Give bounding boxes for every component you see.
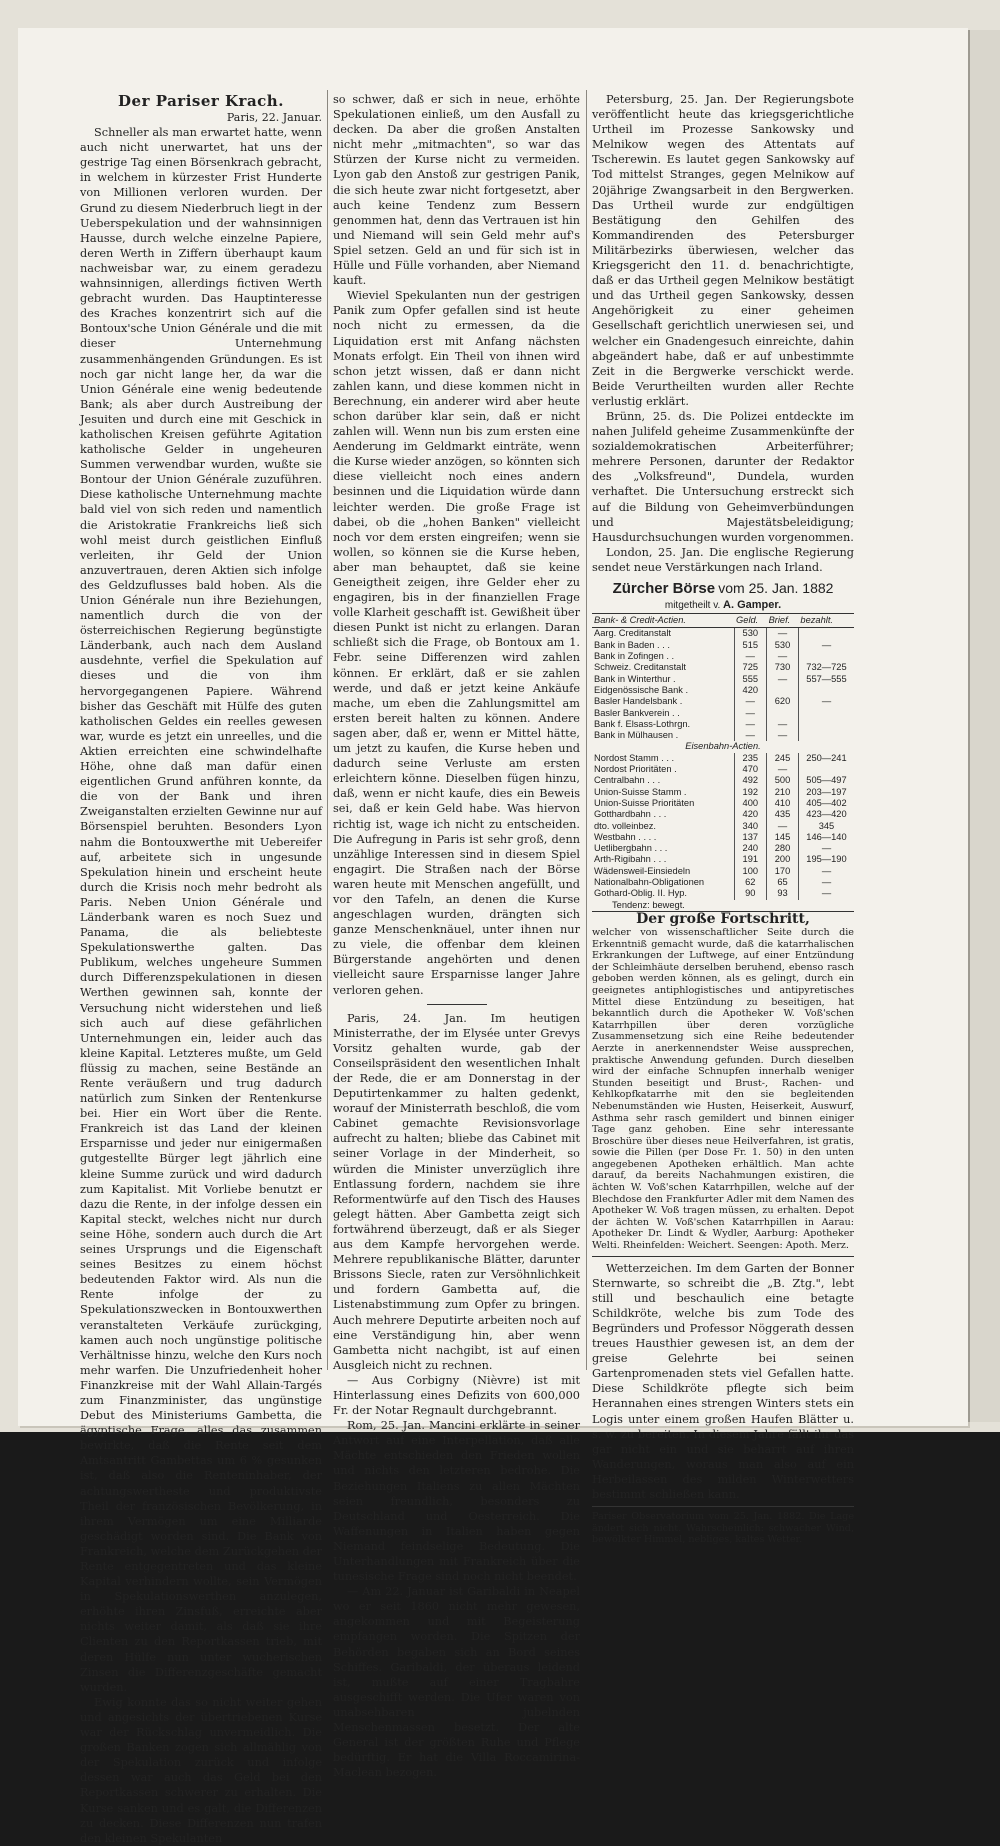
table-row xyxy=(592,730,854,741)
rail-rows xyxy=(592,753,854,900)
quote-cell: — xyxy=(767,651,799,662)
quote-cell: 195—190 xyxy=(798,854,854,865)
column-header: bezahlt. xyxy=(798,614,854,628)
quote-cell: — xyxy=(734,696,767,707)
table-row xyxy=(592,662,854,673)
table-row xyxy=(592,877,854,888)
quote-cell: 137 xyxy=(734,832,767,843)
quote-cell: 420 xyxy=(734,809,767,820)
table-row xyxy=(592,651,854,662)
table-row xyxy=(592,787,854,798)
news-item: Rom, 25. Jan. Mancini erklärte in seiner Antwort auf eine Interpellation, daß alle Mächte entschieden den Frieden wollen und nichts den letzteren bedrohe. Die Beziehungen Italiens zu allen Mächten seien freundlich, besonders zu Deutschland und Oesterreich. Die Waffenungen in Italien haben gegen Niemand feindselige Bedeutung. Die Unterhandlungen mit Frankreich über die tunesische Frage sind noch nicht beendet. xyxy=(333,1419,580,1584)
column-rule-1 xyxy=(327,90,328,1370)
quote-cell xyxy=(798,719,854,730)
security-name: Basler Handelsbank . xyxy=(594,696,683,707)
quote-cell: 240 xyxy=(734,843,767,854)
separator-rule xyxy=(592,1256,854,1257)
table-row xyxy=(592,696,854,707)
column-3 xyxy=(592,92,854,1546)
table-row xyxy=(592,798,854,809)
quote-cell: 505—497 xyxy=(798,775,854,786)
security-name: Aarg. Creditanstalt xyxy=(594,628,671,639)
column-header: Brief. xyxy=(767,614,799,628)
quote-cell: — xyxy=(767,628,799,640)
quote-cell: — xyxy=(767,719,799,730)
quote-cell: 93 xyxy=(767,888,799,899)
quote-cell: 200 xyxy=(767,854,799,865)
security-name: Wädensweil-Einsiedeln xyxy=(594,865,691,876)
observatorium-note: Pariser Observatorium vom 25. Jan. 1882. Die Lage ändert sich nicht. Wahrscheinlich: schwacher Wind, bewölkter Himmel, nebliges, kaltes Wetter. xyxy=(592,1511,854,1546)
security-name: Bank f. Elsass-Lothrgn. xyxy=(594,718,691,729)
quote-cell: 210 xyxy=(767,787,799,798)
quote-cell xyxy=(798,628,854,640)
quote-cell: — xyxy=(798,877,854,888)
quote-cell: 340 xyxy=(734,821,767,832)
security-name: dto. volleinbez. xyxy=(594,820,657,831)
table-row xyxy=(592,843,854,854)
quote-cell: 492 xyxy=(734,775,767,786)
boerse-title-main: Zürcher Börse xyxy=(612,580,716,597)
security-name: Gothard-Oblig. II. Hyp. xyxy=(594,888,688,899)
quote-cell xyxy=(798,730,854,741)
news-item-wetter: Wetterzeichen. Im dem Garten der Bonner Sternwarte, so schreibt die „B. Ztg.", lebt still und beschaulich eine betagte Schildkröte, welche bis zum Tode des Begründers und Professor Nöggerath dessen treues Hausthier gewesen ist, an dem der greise Gelehrte bei seinen Gartenpromenaden stets viel Gefallen hatte. Diese Schildkröte pflegte sich beim Herannahen eines strengen Winters stets ein Logis unter einem großen Haufen Blätter u. s. w. zu bereiten. In diesem Jahre fällt ihr das gar nicht ein und sie beharrt auf ihren Wanderungen, woraus man also auf ein Herbeilassen des milden Winterwetters bestimmt schließen kann. xyxy=(592,1261,854,1502)
table-row xyxy=(592,628,854,640)
table-row xyxy=(592,640,854,651)
table-row xyxy=(592,753,854,764)
news-item: Paris, 24. Jan. Im heutigen Ministerrathe, der im Elysée unter Grevys Vorsitz gehalten wurde, gab der Conseilspräsident den wesentlichen Inhalt der Rede, die er am Donnerstag in der Deputirtenkammer zu halten gedenkt, worauf der Ministerrath beschloß, die vom Cabinet gemachte Revisionsvorlage aufrecht zu halten; bliebe das Cabinet mit seiner Vorlage in der Minderheit, so würden die Minister unverzüglich ihre Entlassung fordern, nachdem sie ihre Reformentwürfe auf den Tisch des Hauses gelegt hätten. Aber Gambetta zeigt sich fortwährend überzeugt, daß er als Sieger aus dem Kampfe hervorgehen werde. Mehrere republikanische Blätter, darunter Brissons Siecle, raten zur Versöhnlichkeit und fordern Gambetta auf, die Listenabstimmung zum Opfer zu bringen. Auch mehrere Deputirte arbeiten noch auf eine Verständigung hin, aber wenn Gambetta nicht nachgibt, ist auf einen Ausgleich nicht zu rechnen. xyxy=(333,1011,580,1372)
table-row xyxy=(592,775,854,786)
security-name: Westbahn . . . . xyxy=(594,831,657,842)
quote-cell: 100 xyxy=(734,866,767,877)
quote-cell: — xyxy=(734,730,767,741)
quote-cell: 62 xyxy=(734,877,767,888)
news-item: Brünn, 25. ds. Die Polizei entdeckte im nahen Julifeld geheime Zusammenkünfte der sozialdemokratischen Arbeiterführer; mehrere Personen, darunter der Redaktor des „Volksfreund", Dundela, wurden verhaftet. Die Untersuchung erstreckt sich auf die Bildung von Geheimverbündungen und Majestätsbeleidigung; Hausdurchsuchungen wurden vorgenommen. xyxy=(592,409,854,544)
quote-cell: 435 xyxy=(767,809,799,820)
tendency-row xyxy=(592,900,854,912)
security-name: Nordost Prioritäten . xyxy=(594,764,677,775)
article-paragraph: Schneller als man erwartet hatte, wenn auch nicht unerwartet, hat uns der gestrige Tag einen Börsenkrach gebracht, in welchem in kürzester Frist Hunderte von Millionen verloren wurden. Der Grund zu diesem Niederbruch liegt in der Ueberspekulation und der wahnsinnigen Hausse, durch welche einzelne Papiere, deren Werth in Ziffern überhaupt kaum nachweisbar war, zu einem geradezu wahnsinnigen, allerdings fictiven Werth gebracht wurden. Das Hauptinteresse des Kraches konzentrirt sich auf die Bontoux'sche Union Générale und die mit dieser Unternehmung zusammenhängenden Gründungen. Es ist noch gar nicht lange her, da war die Union Générale eine wenig bedeutende Bank; als aber durch Austreibung der Jesuiten und durch eine mit Geschick in katholischen Kreisen geführte Agitation katholische Gelder in ungeheuren Summen verwendbar wurden, wußte sie Bontour der Union Générale zuzuführen. Diese katholische Unternehmung machte bald viel von sich reden und namentlich die Aristokratie Frankreichs ließ sich wohl meist durch geistlichen Einfluß verleiten, ihr Geld der Union anzuvertrauen, deren Aktien sich infolge des Geldzuflusses bald hoben. Als die Union Générale nun ihre Beziehungen, namentlich durch die von der österreichischen Regierung begünstigte Länderbank, auch nach dem Ausland ausdehnte, verfiel die Spekulation auf dieses und die von ihm hervorgegangenen Papiere. Während bisher das Geschäft mit Hülfe des guten katholischen Geldes ein reelles gewesen war, wurde es jetzt ein unreelles, und die Aktien erreichten eine schwindelhafte Höhe, ohne daß man dafür einen eigentlichen Grund anführen konnte, da die von der Bank und ihren Zweiganstalten erzielten Gewinne nur auf Börsenspiel beruhten. Besonders Lyon nahm die Bontouxwerthe mit Uebereifer auf, arbeitete sich in ungesunde Spekulation hinein und erscheint heute durch die Krisis noch mehr bedroht als Paris. Neben Union Générale und Länderbank waren es noch Suez und Panama, die als beliebteste Spekulationswerthe galten. Das Publikum, welches ungeheure Summen durch Differenzspekulationen in diesen Werthen gewinnen sah, konnte der Versuchung nicht widerstehen und ließ sich auch auf diese gefährlichen Unternehmungen ein, leider auch das kleine Kapital. Letzteres mußte, um Geld flüssig zu machen, seine Bestände an Rente veräußern und trug dadurch natürlich zum Sinken der Rentenkurse bei. Hier ein Wort über die Rente. Frankreich ist das Land der kleinen Ersparnisse und jeder nur einigermaßen gutgestellte Bürger legt jährlich eine kleine Summe zurück und wird dadurch zum Kapitalist. Mit Vorliebe benutzt er dazu die Rente, in der infolge dessen ein Kapital steckt, welches nicht nur durch seine Höhe, sondern auch durch die Art seines Ursprungs und die Eigenschaft seines Besitzes zu einem höchst bedeutenden Faktor wird. Als nun die Rente infolge der zu Spekulationszwecken in Bontouxwerthen veranstalteten Verkäufe zurückging, kamen auch noch ungünstige politische Verhältnisse hinzu, welche den Kurs noch mehr warfen. Die Unzufriedenheit hoher Finanzkreise mit der Wahl Allain-Targés zum Finanzminister, das ungünstige Debut des Ministeriums Gambetta, die ägyptische Frage, alles das zusammen bewirkte, daß die Rente seit dem Amtsantritt Gambettas um 6 % gesunken ist, daß also die Renteninhaber, der achtungswertheste und produktivste Theil der französischen Bevölkerung, in ihrem Vermögen um eine Milliarde geschädigt worden sind. Die Bank von Frankreich, welche dem Zurückgehen der Rente entgegentreten und das kleine Kapital verhindern wollte, sein Vermögen in Spekulationswerthen anzulegen, erhöhte ihren Zinsfuß, erreichte aber nichts weiter damit, als daß sie ihre Clienten zu den Reportkassen trieb, mit deren Hülfe nun unter wucherischen Zinsen die Differenzgeschäfte gemacht wurden. xyxy=(80,126,322,1694)
quote-cell: 345 xyxy=(798,821,854,832)
security-name: Union-Suisse Stamm . xyxy=(594,786,687,797)
security-name: Gotthardbahn . . . xyxy=(594,809,667,820)
security-name: Nordost Stamm . . . xyxy=(594,752,675,763)
news-item: Petersburg, 25. Jan. Der Regierungsbote veröffentlicht heute das kriegsgerichtliche Urtheil im Prozesse Sankowsky und Melnikow wegen des Attentats auf Tscherewin. Es lautet gegen Sankowsky auf Tod mittelst Stranges, gegen Melnikow auf 20jährige Zwangsarbeit in den Bergwerken. Das Urtheil wurde zur endgültigen Bestätigung den Gehilfen des Kommandirenden des Petersburger Militärbezirks überwiesen, welcher das Kriegsgericht den 11. d. benachrichtigte, daß er das Urtheil gegen Melnikow bestätigt und das Urtheil gegen Sankowsky, dessen Angehörigkeit zu einer geheimen Gesellschaft gerichtlich unerwiesen sei, und welcher ein Gnadengesuch einreichte, dahin abgeändert habe, daß er auf unbestimmte Zeit in die Bergwerke verschickt werde. Beide Verurtheilten wurden aller Rechte verlustig erklärt. xyxy=(592,93,854,408)
quote-cell: — xyxy=(798,843,854,854)
quote-cell xyxy=(798,708,854,719)
security-name: Bank in Zofingen . . xyxy=(594,651,675,662)
quote-cell: 203—197 xyxy=(798,787,854,798)
quote-cell: 280 xyxy=(767,843,799,854)
separator-rule xyxy=(592,1506,854,1507)
table-row xyxy=(592,821,854,832)
quote-cell: 725 xyxy=(734,662,767,673)
boerse-table xyxy=(592,613,854,912)
bank-rows xyxy=(592,628,854,741)
quote-cell: 620 xyxy=(767,696,799,707)
article-paragraph: so schwer, daß er sich in neue, erhöhte Spekulationen einließ, um den Ausfall zu decken. Da aber die großen Anstalten nicht mehr „mitmachten", so war das Stürzen der Kurse nicht zu vermeiden. Lyon gab den Anstoß zur gestrigen Panik, die sich heute zwar nicht fortgesetzt, aber auch keine Tendenz zum Bessern genommen hat, denn das Vertrauen ist hin und Niemand will sein Geld mehr auf's Spiel setzen. Geld an und für sich ist in Hülle und Fülle vorhanden, aber Niemand kauft. xyxy=(333,93,580,288)
quote-cell: 192 xyxy=(734,787,767,798)
quote-cell: 90 xyxy=(734,888,767,899)
article-paragraph: Wieviel Spekulanten nun der gestrigen Panik zum Opfer gefallen sind ist heute noch nicht zu ermessen, da die Liquidation erst mit Anfang nächsten Monats erfolgt. Ein Theil von ihnen wird schon jetzt wissen, daß er dann nicht zahlen kann, und diese kommen nicht in Berechnung, ein anderer wird aber heute schon darüber klar sein, daß er nicht zahlen will. Wenn nun bis zum ersten eine Aenderung im Geldmarkt einträte, wenn die Kurse wieder anzögen, so könnten sich diese vielleicht noch eines andern besinnen und die Liquidation würde dann leichter werden. Die große Frage ist dabei, ob die „hohen Banken" vielleicht noch vor dem ersten eingreifen; wenn sie wollen, so können sie die Kurse heben, aber man behauptet, daß sie keine Geneigtheit zeigen, ihre Gelder eher zu engagiren, bis in der finanziellen Frage volle Klarheit geschafft ist. Gewißheit über diesen Punkt ist nicht zu erlangen. Daran schließt sich die Frage, ob Bontoux am 1. Febr. seine Differenzen wird zahlen können. Er erklärt, daß er sie zahlen werde, und daß er jetzt keine Ankäufe mache, um eben die Zahlungsmittel am ersten bereit halten zu können. Andere sagen aber, daß er, wenn er Mittel hätte, um jetzt zu kaufen, die Kurse heben und dadurch seine Verluste am ersten erleichtern könne. Dieselben fügen hinzu, daß, wenn er nicht kaufe, dies ein Beweis sei, daß er kein Geld habe. Was hiervon richtig ist, wage ich nicht zu entscheiden. Die Aufregung in Paris ist sehr groß, denn unzählige Interessen sind in diesem Spiel engagirt. Die Straßen nach der Börse waren heute mit Menschen angefüllt, und vor den Tafeln, an denen die Kurse angeschlagen wurden, drängten sich ganze Menschenknäuel, unter ihnen nur zu viele, die offenbar dem kleinen Bürgerstande angehörten und denen vielleicht saure Ersparnisse langer Jahre verloren gehen. xyxy=(333,289,580,997)
column-rule-2 xyxy=(586,90,587,1370)
quote-cell xyxy=(767,708,799,719)
security-name: Schweiz. Creditanstalt xyxy=(594,662,686,673)
security-name: Arth-Rigibahn . . . xyxy=(594,854,667,865)
quote-cell: 405—402 xyxy=(798,798,854,809)
quote-cell: — xyxy=(798,640,854,651)
quote-cell: 420 xyxy=(734,685,767,696)
quote-cell: — xyxy=(767,730,799,741)
security-name: Bank in Winterthur . xyxy=(594,673,676,684)
quote-cell xyxy=(798,685,854,696)
quote-cell xyxy=(767,685,799,696)
boerse-subtitle xyxy=(592,598,854,613)
quote-cell xyxy=(798,764,854,775)
quote-cell: 400 xyxy=(734,798,767,809)
column-header: Bank- & Credit-Actien. xyxy=(592,614,734,628)
table-row xyxy=(592,685,854,696)
security-name: Bank in Baden . . . xyxy=(594,639,670,650)
boerse-title-date: vom 25. Jan. 1882 xyxy=(718,580,834,596)
quote-cell: 170 xyxy=(767,866,799,877)
quote-cell: 191 xyxy=(734,854,767,865)
table-row xyxy=(592,719,854,730)
quote-cell: 245 xyxy=(767,753,799,764)
quote-cell: 555 xyxy=(734,674,767,685)
ad-text: welcher von wissenschaftlicher Seite durch die Erkenntniß gemacht wurde, daß die katarrhalischen Erkrankungen der Luftwege, auf einer Entzündung der Schleimhäute derselben beruhend, ebenso rasch geboben werden können, als es gelingt, durch ein geeignetes antiphlogistisches und antipyretisches Mittel diese Entzündung zu beseitigen, hat bekanntlich durch die Apotheker W. Voß'schen Katarrhpillen über deren vorzügliche Zusammensetzung sich eine Reihe bedeutender Aerzte in anerkennendster Weise aussprechen, praktische Anwendung gefunden. Durch dieselben wird der einfache Schnupfen innerhalb weniger Stunden beseitigt und Brust-, Rachen- und Kehlkopfkatarrhe mit den sie begleitenden Nebenumständen wie Husten, Heiserkeit, Auswurf, Asthma sehr rasch gemildert und binnen einiger Tage ganz gehoben. Eine sehr interessante Broschüre über dieses neue Heilverfahren, ist gratis, sowie die Pillen (per Dose Fr. 1. 50) in den unten angegebenen Apotheken erhältlich. Man achte darauf, da bereits Nachahmungen existiren, die ächten W. Voß'schen Katarrhpillen, welche auf der Blechdose den Frankfurter Adler mit dem Namen des Apotheker W. Voß tragen müssen, zu erhalten. Depot der ächten W. Voß'schen Katarrhpillen in Aarau: Apotheker Dr. Lindt & Wydler, Aarburg: Apotheker Welti. Rheinfelden: Weichert. Seengen: Apoth. Merz. xyxy=(592,927,854,1252)
quote-cell: 515 xyxy=(734,640,767,651)
security-name: Nationalbahn-Obligationen xyxy=(594,877,705,888)
news-item: — Aus Corbigny (Nièvre) ist mit Hinterlassung eines Defizits von 600,000 Fr. der Notar Regnault durchgebrannt. xyxy=(333,1373,580,1418)
security-name: Centralbahn . . . xyxy=(594,775,661,786)
quote-cell: — xyxy=(767,821,799,832)
quote-cell: 732—725 xyxy=(798,662,854,673)
table-row xyxy=(592,832,854,843)
quote-cell xyxy=(798,651,854,662)
rail-header-row xyxy=(592,741,854,752)
ad-headline: Der große Fortschritt, xyxy=(636,910,810,927)
quote-cell: 470 xyxy=(734,764,767,775)
boerse-title xyxy=(592,581,854,598)
security-name: Uetlibergbahn . . . xyxy=(594,843,668,854)
column-header: Geld. xyxy=(734,614,767,628)
tendency: Tendenz: bewegt. xyxy=(612,899,685,910)
table-row xyxy=(592,854,854,865)
section-label: Eisenbahn-Actien. xyxy=(685,741,761,752)
security-name: Union-Suisse Prioritäten xyxy=(594,797,695,808)
quote-cell: — xyxy=(798,696,854,707)
quote-cell: — xyxy=(734,651,767,662)
quote-cell: — xyxy=(798,888,854,899)
quote-cell: — xyxy=(767,674,799,685)
quote-cell: 530 xyxy=(767,640,799,651)
table-row xyxy=(592,764,854,775)
boerse-sub-prefix: mitgetheilt v. xyxy=(664,600,721,612)
security-name: Eidgenössische Bank . xyxy=(594,684,689,695)
page-edge xyxy=(968,30,1000,1422)
quote-cell: 146—140 xyxy=(798,832,854,843)
quote-cell: 250—241 xyxy=(798,753,854,764)
quote-cell: 730 xyxy=(767,662,799,673)
quote-cell: 65 xyxy=(767,877,799,888)
table-row xyxy=(592,674,854,685)
quote-cell: — xyxy=(734,708,767,719)
news-item: — Am 22. Januar ist Garibaldi in Neapel wo er seit 1860 nicht mehr gewesen, angekommen und mit Begeisterung empfangen worden. Die Spitzen der Behörden begaben sich an Bord seines Schiffes. Garibaldi, der überaus leidend ist, mußte auf einer Tragbahre ausgeschifft werden. Die Ufer waren von unabsehbaren jubelnden Menschenmassen besetzt. Der alte General ist der größten Ruhe und Pflege bedürftig. Er hat die Villa Roccamirina-Maclean bezogen. xyxy=(333,1585,580,1780)
quote-cell: 500 xyxy=(767,775,799,786)
news-item: London, 25. Jan. Die englische Regierung sendet neue Verstärkungen nach Irland. xyxy=(592,545,854,574)
separator-rule xyxy=(427,1004,487,1005)
quote-cell: 423—420 xyxy=(798,809,854,820)
headline-pariser-krach: Der Pariser Krach. xyxy=(118,92,284,110)
quote-cell: — xyxy=(767,764,799,775)
quote-cell: — xyxy=(734,719,767,730)
quote-cell: 235 xyxy=(734,753,767,764)
column-2 xyxy=(333,92,580,1780)
boerse-sub-name: A. Gamper. xyxy=(723,599,782,612)
security-name: Bank in Mülhausen . xyxy=(594,730,679,741)
quote-cell: 410 xyxy=(767,798,799,809)
table-row xyxy=(592,708,854,719)
quote-cell: 145 xyxy=(767,832,799,843)
table-row xyxy=(592,888,854,899)
table-row xyxy=(592,809,854,820)
column-1 xyxy=(80,92,322,1846)
quote-cell: 557—555 xyxy=(798,674,854,685)
dateline-paris: Paris, 22. Januar. xyxy=(226,111,322,124)
security-name: Basler Bankverein . . xyxy=(594,707,680,718)
quote-cell: 530 xyxy=(734,628,767,640)
table-row xyxy=(592,866,854,877)
article-paragraph: Ewig konnte das so nicht weiter gehen und angesichts der übertriebenen Kurse war der Rückschlag unvermeidlich. Die großen Banken zogen sich allmählig von der Spekulation zurück und infolge dessen war auch das Geld bei den Reportkassen schwerer zu erhalten. Die Kurse sanken und es galt, die Differenzen zu decken. Diese Differenzen nun trafen den kleinen Spekulanten xyxy=(80,1695,322,1845)
quote-cell: — xyxy=(798,866,854,877)
